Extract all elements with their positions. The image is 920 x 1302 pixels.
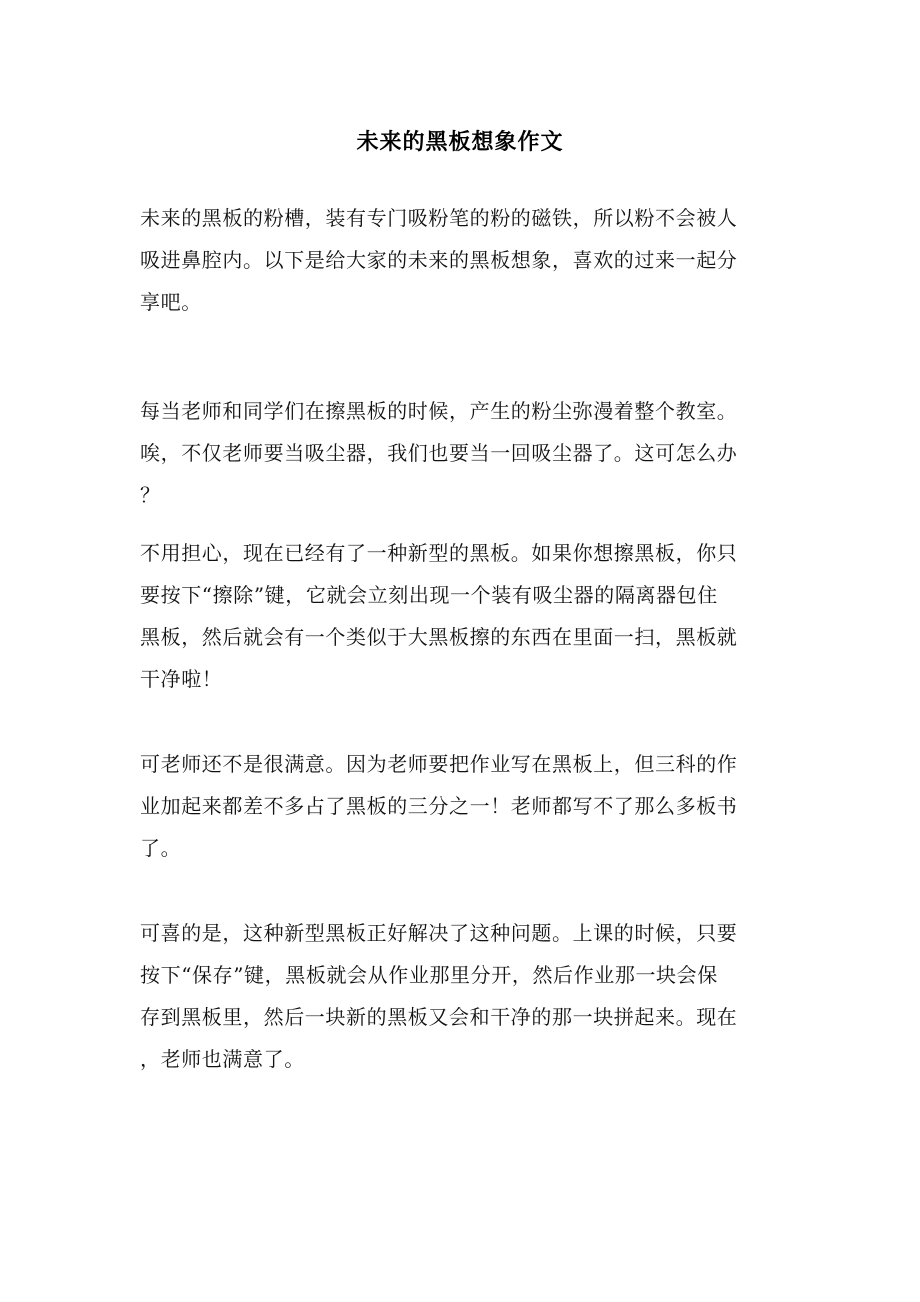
text-line: 要按下“擦除”键，它就会立刻出现一个装有吸尘器的隔离器包住 bbox=[140, 583, 718, 607]
paragraph-teacher-concern bbox=[140, 743, 780, 869]
text-line: 干净啦！ bbox=[140, 667, 223, 691]
text-line: 唉，不仅老师要当吸尘器，我们也要当一回吸尘器了。这可怎么办 bbox=[140, 441, 738, 465]
text-line: ，老师也满意了。 bbox=[140, 1047, 305, 1071]
text-line: 享吧。 bbox=[140, 290, 202, 314]
text-line: 可老师还不是很满意。因为老师要把作业写在黑板上，但三科的作 bbox=[140, 752, 738, 776]
text-line: 按下“保存”键，黑板就会从作业那里分开，然后作业那一块会保 bbox=[140, 963, 718, 987]
text-line: 可喜的是，这种新型黑板正好解决了这种问题。上课的时候，只要 bbox=[140, 921, 738, 945]
text-line: 业加起来都差不多占了黑板的三分之一！老师都写不了那么多板书 bbox=[140, 794, 738, 818]
text-line: ？ bbox=[140, 483, 161, 507]
text-line: 每当老师和同学们在擦黑板的时候，产生的粉尘弥漫着整个教室。 bbox=[140, 399, 738, 423]
paragraph-save-feature bbox=[140, 912, 780, 1080]
paragraph-problem bbox=[140, 390, 780, 516]
paragraph-erase-feature bbox=[140, 532, 780, 700]
text-line: 了。 bbox=[140, 836, 182, 860]
text-line: 吸进鼻腔内。以下是给大家的未来的黑板想象，喜欢的过来一起分 bbox=[140, 248, 738, 272]
document-title: 未来的黑板想象作文 bbox=[356, 129, 564, 155]
text-line: 不用担心，现在已经有了一种新型的黑板。如果你想擦黑板，你只 bbox=[140, 541, 738, 565]
text-line: 存到黑板里，然后一块新的黑板又会和干净的那一块拼起来。现在 bbox=[140, 1005, 738, 1029]
text-line: 黑板，然后就会有一个类似于大黑板擦的东西在里面一扫，黑板就 bbox=[140, 625, 738, 649]
text-line: 未来的黑板的粉槽，装有专门吸粉笔的粉的磁铁，所以粉不会被人 bbox=[140, 206, 738, 230]
paragraph-intro bbox=[140, 197, 780, 323]
